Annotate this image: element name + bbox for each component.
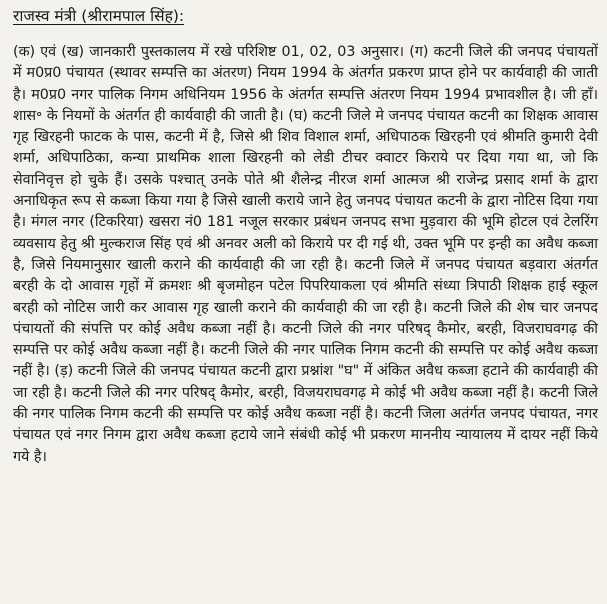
page-title: राजस्व मंत्री (श्रीरामपाल सिंह): (13, 7, 185, 25)
answer-paragraph: (क) एवं (ख) जानकारी पुस्तकालय में रखे परिशिष्ट 01, 02, 03 अनुसार। (ग) कटनी जिले की जनपद पंचायतों में म0प्र0 पंचायत (स्थावर सम्पत्ति का अंतरण) नियम 1994 के अंतर्गत प्रकरण प्राप्त होने पर कार्यवाही की जाती है। म0प्र0 नगर पालिक निगम अधिनियम 1956 के अंतर्गत सम्पत्ति अंतरण नियम 1994 प्रभावशील है। जी हॉं। शास॰ के नियमों के अंतर्गत ही कार्यवाही की जाती है। (घ) कटनी जिले मे जनपद पंचायत कटनी का शिक्षक आवास गृह खिरहनी फाटक के पास, कटनी में है, जिसे श्री शिव विशाल शर्मा, अधिपाठक खिरहनी एवं श्रीमति कुमारी देवी शर्मा, अधिपाठिका, कन्या प्राथमिक शाला खिरहनी को लेडी टीचर क्वाटर किराये पर दिया गया था, जो कि सेवानिवृत्त हो चुके हैं। उसके पश्चात् उनके पोते श्री शैलेन्द्र नीरज शर्मा आत्मज श्री राजेन्द्र प्रसाद शर्मा के द्वारा अनाधिकृत रूप से कब्जा किया गया है जिसे खाली कराये जाने हेतु जनपद पंचायत कटनी के द्वारा नोटिस दिया गया है। मंगल नगर (टिकरिया) खसरा नं0 181 नजूल सरकार प्रबंधन जनपद सभा मुड़वारा की भूमि होटल एवं टेलरिंग व्यवसाय हेतु श्री मुल्कराज सिंह एवं श्री अनवर अली को किराये पर दी गई थी, उक्त भूमि पर इन्ही का अवैध कब्जा है, जिसे नियमानुसार खाली कराने की कार्यवाही की जा रही है। कटनी जिले में जनपद पंचायत बड़वारा अंतर्गत बरही के दो आवास गृहों में क्रमशः श्री बृजमोहन पटेल पिपरियाकला एवं श्रीमति संध्या त्रिपाठी शिक्षक हाई स्कूल बरही को नोटिस जारी कर आवास गृह खाली कराने की कार्यवाही की जा रही है। कटनी जिले की शेष चार जनपद पंचायतों की संपत्ति पर कोई अवैध कब्जा नहीं है। कटनी जिले की नगर परिषद् कैमोर, बरही, विजराघवगढ़ की सम्पत्ति पर कोई अवैध कब्जा नहीं है। कटनी जिले की नगर पालिक निगम कटनी की सम्पत्ति पर कोई अवैध कब्जा नहीं है। (ड़) कटनी जिले की जनपद पंचायत कटनी द्वारा प्रश्नांश "घ" में अंकित अवैध कब्जा हटाने की कार्यवाही की जा रही है। कटनी जिले की नगर परिषद् कैमोर, बरही, विजयराघवगढ़ मे कोई भी अवैध कब्जा नहीं है। कटनी जिले की नगर पालिक निगम कटनी की सम्पत्ति पर कोई अवैध कब्जा नहीं है। कटनी जिला अतंर्गत जनपद पंचायत, नगर पंचायत एवं नगर निगम द्वारा अवैध कब्जा हटाये जाने संबंधी कोई भी प्रकरण माननीय न्यायालय में दायर नहीं किये गये है। (13, 44, 598, 465)
